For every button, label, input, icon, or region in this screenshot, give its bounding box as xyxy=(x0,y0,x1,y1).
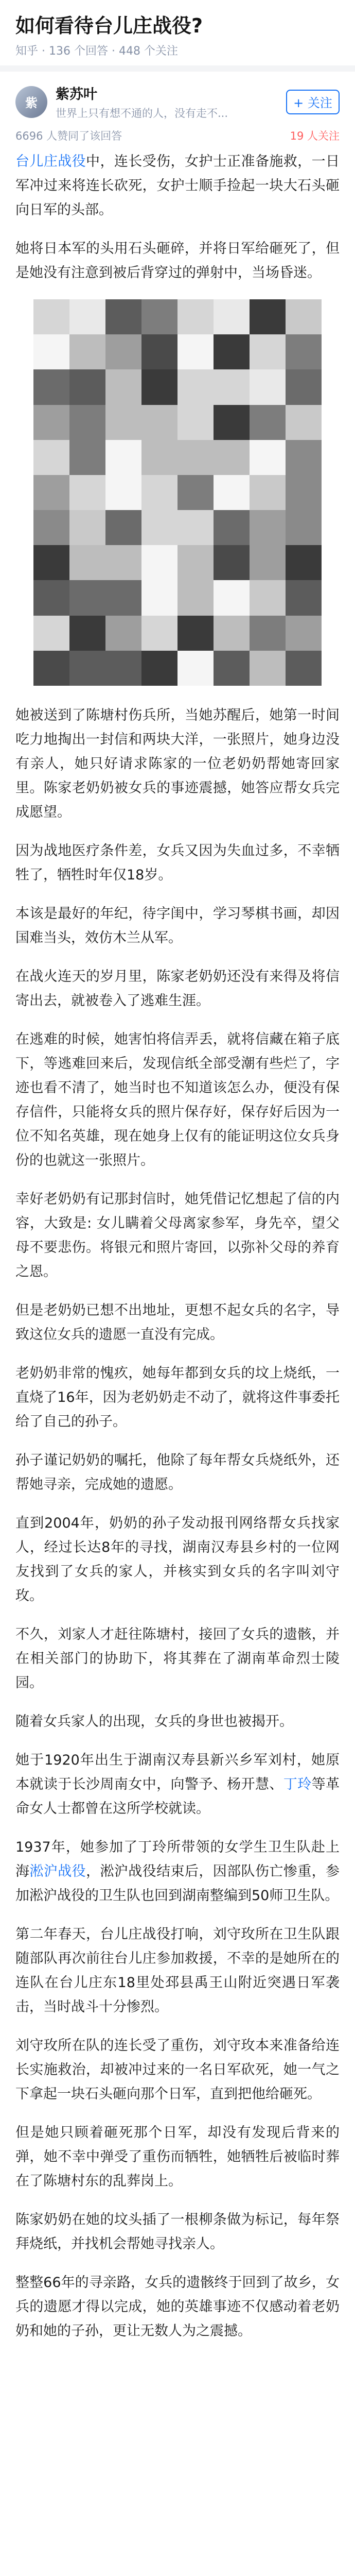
mosaic-cell xyxy=(69,440,105,475)
paragraph xyxy=(15,149,340,222)
mosaic-cell xyxy=(141,369,177,404)
mosaic-cell xyxy=(214,475,250,510)
mosaic-cell xyxy=(69,299,105,334)
mosaic-cell xyxy=(286,580,322,615)
mosaic-cell xyxy=(250,651,286,686)
mosaic-cell xyxy=(250,334,286,369)
paragraph-text: 中，连长受伤，女护士正准备施救，一日军冲过来将连长砍死，女护士顺手捡起一块大石头砸向日军的头部。 xyxy=(15,154,340,218)
mosaic-cell xyxy=(105,545,141,580)
paragraph: 刘守玫所在队的连长受了重伤，刘守玫本来准备给连长实施救治，却被冲过来的一名日军砍死，她一气之下拿起一块石头砸向那个日军，直到把他给砸死。 xyxy=(15,2038,340,2102)
mosaic-cell xyxy=(33,299,69,334)
mosaic-cell xyxy=(177,334,214,369)
mosaic-cell xyxy=(141,299,177,334)
paragraph: 老奶奶非常的愧疚，她每年都到女兵的坟上烧纸，一直烧了16年，因为老奶奶走不动了，就将这件事委托给了自己的孙子。 xyxy=(15,1365,340,1430)
author-row xyxy=(0,72,355,121)
mosaic-cell xyxy=(177,405,214,440)
paragraph: 在战火连天的岁月里，陈家老奶奶还没有来得及将信寄出去，就被卷入了逃难生涯。 xyxy=(15,969,340,1009)
mosaic-cell xyxy=(214,545,250,580)
mosaic-cell xyxy=(33,580,69,615)
mosaic-cell xyxy=(141,405,177,440)
mosaic-cell xyxy=(105,475,141,510)
author-signature: 世界上只有想不通的人，没有走不... xyxy=(56,107,228,120)
mosaic-cell xyxy=(69,369,105,404)
mosaic-cell xyxy=(105,299,141,334)
mosaic-cell xyxy=(286,405,322,440)
mosaic-cell xyxy=(69,510,105,545)
mosaic-cell xyxy=(69,580,105,615)
mosaic-cell xyxy=(214,369,250,404)
paragraph: 因为战地医疗条件差，女兵又因为失血过多，不幸牺牲了，牺牲时年仅18岁。 xyxy=(15,843,340,883)
topic-link[interactable]: 淞沪战役 xyxy=(29,1863,86,1879)
pixelated-photo[interactable] xyxy=(33,299,322,686)
article-body xyxy=(0,146,355,2343)
mosaic-cell xyxy=(177,510,214,545)
mosaic-cell xyxy=(286,299,322,334)
mosaic-cell xyxy=(141,440,177,475)
mosaic-cell xyxy=(33,334,69,369)
mosaic-cell xyxy=(141,580,177,615)
mosaic-cell xyxy=(69,651,105,686)
mosaic-cell xyxy=(33,369,69,404)
paragraph: 不久，刘家人才赶往陈塘村，接回了女兵的遗骸，并在相关部门的协助下，将其葬在了湖南革命烈士陵园。 xyxy=(15,1626,340,1691)
mosaic-cell xyxy=(141,651,177,686)
mosaic-cell xyxy=(33,545,69,580)
paragraph-text: 1937年，她参加了丁玲所带领的女学生卫生队赴上海 xyxy=(15,1839,340,1879)
stats-row xyxy=(0,121,355,146)
paragraph: 在逃难的时候，她害怕将信弄丢，就将信藏在箱子底下，等逃难回来后，发现信纸全部受潮有些烂了，字迹也看不清了，她当时也不知道该怎么办，便没有保存信件，只能将女兵的照片保存好，保存好后因为一位不知名英雄，现在她身上仅有的能证明这位女兵身份的也就这一张照片。 xyxy=(15,1031,340,1168)
mosaic-cell xyxy=(214,334,250,369)
mosaic-cell xyxy=(33,651,69,686)
mosaic-cell xyxy=(177,369,214,404)
follow-button[interactable]: + 关注 xyxy=(286,90,340,114)
mosaic-cell xyxy=(214,299,250,334)
mosaic-cell xyxy=(177,440,214,475)
paragraph: 幸好老奶奶有记那封信时，她凭借记忆想起了信的内容，大致是: 女儿瞒着父母离家参军，身先卒，望父母不要悲伤。将银元和照片寄回，以弥补父母的养育之恩。 xyxy=(15,1191,340,1280)
paragraph: 但是她只顾着砸死那个日军，却没有发现后背来的弹，她不幸中弹受了重伤而牺牲，她牺牲后被临时葬在了陈塘村东的乱葬岗上。 xyxy=(15,2125,340,2189)
mosaic-cell xyxy=(286,334,322,369)
mosaic-cell xyxy=(250,369,286,404)
mosaic-cell xyxy=(250,510,286,545)
paragraph: 本该是最好的年纪，待字闺中，学习琴棋书画，却因国难当头，效仿木兰从军。 xyxy=(15,906,340,946)
question-title[interactable]: 如何看待台儿庄战役? xyxy=(15,14,203,37)
paragraph: 直到2004年，奶奶的孙子发动报刊网络帮女兵找家人，经过长达8年的寻找，湖南汉寿县乡村的一位网友找到了女兵的家人，并核实到女兵的名字叫刘守玫。 xyxy=(15,1515,340,1604)
paragraph xyxy=(15,1835,340,1908)
mosaic-cell xyxy=(214,510,250,545)
mosaic-cell xyxy=(214,440,250,475)
mosaic-cell xyxy=(214,580,250,615)
mosaic-cell xyxy=(105,440,141,475)
question-header xyxy=(0,0,355,72)
mosaic-cell xyxy=(177,580,214,615)
mosaic-cell xyxy=(33,616,69,651)
mosaic-cell xyxy=(286,545,322,580)
mosaic-cell xyxy=(141,510,177,545)
mosaic-cell xyxy=(250,616,286,651)
mosaic-cell xyxy=(250,580,286,615)
author-name[interactable]: 紫苏叶 xyxy=(56,87,97,103)
mosaic-cell xyxy=(105,616,141,651)
mosaic-cell xyxy=(286,440,322,475)
topic-link[interactable]: 丁玲 xyxy=(283,1776,312,1792)
paragraph: 孙子谨记奶奶的嘱托，他除了每年帮女兵烧纸外，还帮她寻亲，完成她的遗愿。 xyxy=(15,1452,340,1493)
mosaic-cell xyxy=(250,475,286,510)
mosaic-cell xyxy=(177,299,214,334)
mosaic-cell xyxy=(105,369,141,404)
paragraph: 陈家奶奶在她的坟头插了一根柳条做为标记，每年祭拜烧纸，并找机会帮她寻找亲人。 xyxy=(15,2212,340,2252)
question-meta: 知乎 · 136 个回答 · 448 个关注 xyxy=(15,45,178,58)
mosaic-cell xyxy=(141,334,177,369)
mosaic-cell xyxy=(250,440,286,475)
mosaic-cell xyxy=(214,651,250,686)
mosaic-cell xyxy=(69,475,105,510)
paragraph-text: 等革命女人士都曾在这所学校就读。 xyxy=(15,1776,340,1817)
mosaic-cell xyxy=(286,510,322,545)
paragraph: 她被送到了陈塘村伤兵所，当她苏醒后，她第一时间吃力地掏出一封信和两块大洋，一张照片，她身边没有亲人，她只好请求陈家的一位老奶奶帮她寄回家里。陈家老奶奶被女兵的事迹震撼，她答应帮女兵完成愿望。 xyxy=(15,707,340,820)
mosaic-cell xyxy=(286,616,322,651)
mosaic-cell xyxy=(177,545,214,580)
mosaic-cell xyxy=(250,299,286,334)
mosaic-cell xyxy=(250,545,286,580)
paragraph: 整整66年的寻亲路，女兵的遗骸终于回到了故乡，女兵的遗愿才得以完成，她的英雄事迹不仅感动着老奶奶和她的子孙，更让无数人为之震撼。 xyxy=(15,2275,340,2339)
mosaic-cell xyxy=(286,369,322,404)
mosaic-cell xyxy=(33,475,69,510)
avatar[interactable]: 紫 xyxy=(15,86,47,118)
mosaic-cell xyxy=(105,334,141,369)
mosaic-cell xyxy=(141,616,177,651)
mosaic-cell xyxy=(33,405,69,440)
author-info xyxy=(56,83,286,121)
mosaic-cell xyxy=(105,510,141,545)
mosaic-cell xyxy=(214,405,250,440)
paragraph-text: 她于1920年出生于湖南汉寿县新兴乡军刘村，她原本就读于长沙周南女中，向警予、杨开慧、 xyxy=(15,1752,340,1792)
paragraph-text: ，淞沪战役结束后，因部队伤亡惨重，参加淞沪战役的卫生队也回到湖南整编到50师卫生队。 xyxy=(15,1863,340,1904)
mosaic-cell xyxy=(33,510,69,545)
paragraph: 她将日本军的头用石头砸碎，并将日军给砸死了，但是她没有注意到被后背穿过的弹射中，当场昏迷。 xyxy=(15,241,340,281)
mosaic-cell xyxy=(141,545,177,580)
paragraph: 随着女兵家人的出现，女兵的身世也被揭开。 xyxy=(15,1714,293,1730)
mosaic-cell xyxy=(33,440,69,475)
follow-tag[interactable]: 19 人关注 xyxy=(290,130,340,142)
mosaic-cell xyxy=(105,580,141,615)
paragraph: 第二年春天，台儿庄战役打响，刘守玫所在卫生队跟随部队再次前往台儿庄参加救援，不幸的是她所在的连队在台儿庄东18里处邳县禹王山附近突遇日军袭击，当时战斗十分惨烈。 xyxy=(15,1926,340,2015)
mosaic-cell xyxy=(250,405,286,440)
mosaic-cell xyxy=(286,475,322,510)
mosaic-cell xyxy=(177,616,214,651)
mosaic-cell xyxy=(286,651,322,686)
mosaic-cell xyxy=(69,405,105,440)
mosaic-cell xyxy=(69,334,105,369)
mosaic-cell xyxy=(69,545,105,580)
paragraph: 但是老奶奶已想不出地址，更想不起女兵的名字，导致这位女兵的遗愿一直没有完成。 xyxy=(15,1302,340,1343)
mosaic-cell xyxy=(69,616,105,651)
topic-link[interactable]: 台儿庄战役 xyxy=(15,154,86,170)
likes-count: 6696 人赞同了该回答 xyxy=(15,130,122,142)
mosaic-cell xyxy=(214,616,250,651)
paragraph xyxy=(15,1748,340,1821)
mosaic-cell xyxy=(177,651,214,686)
mosaic-cell xyxy=(141,475,177,510)
mosaic-cell xyxy=(105,651,141,686)
mosaic-cell xyxy=(177,475,214,510)
mosaic-cell xyxy=(105,405,141,440)
